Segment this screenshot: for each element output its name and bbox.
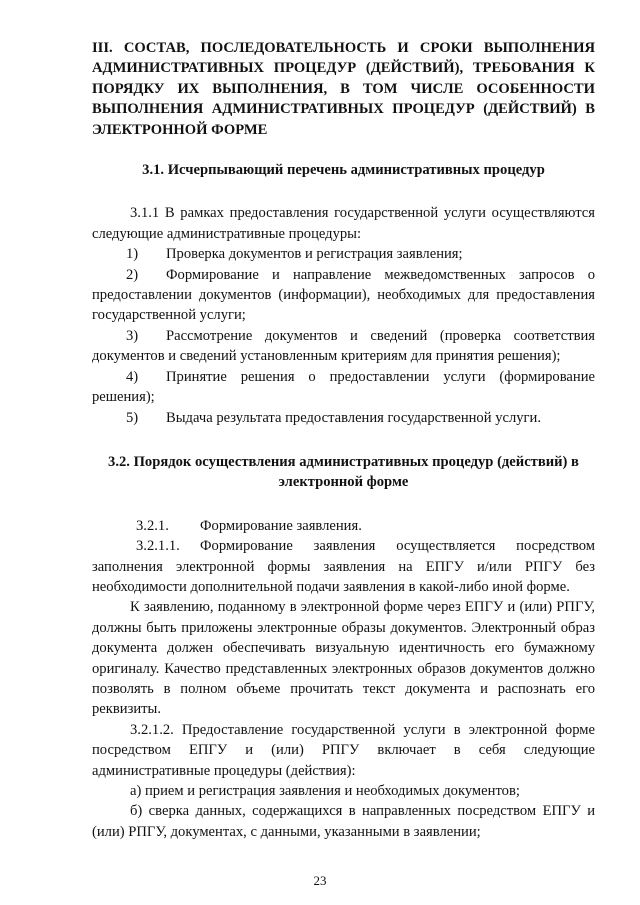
section-heading: III. СОСТАВ, ПОСЛЕДОВАТЕЛЬНОСТЬ И СРОКИ ВЫПОЛНЕНИЯ АДМИНИСТРАТИВНЫХ ПРОЦЕДУР (ДЕЙСТВИЙ), ТРЕБОВАНИЯ К ПОРЯДКУ ИХ ВЫПОЛНЕНИЯ, В ТОМ ЧИСЛЕ ОСОБЕННОСТИ ВЫПОЛНЕНИЯ АДМИНИСТРАТИВНЫХ ПРОЦЕДУР (ДЕЙСТВИЙ) В ЭЛЕКТРОННОЙ ФОРМЕ bbox=[92, 40, 595, 138]
subsection-title-3-2: 3.2. Порядок осуществления административных процедур (действий) в электронной форме bbox=[108, 453, 579, 491]
paragraph-3-2-1-2: 3.2.1.2. Предоставление государственной услуги в электронной форме посредством ЕПГУ и (или) РПГУ включает в себя следующие административные процедуры (действия): bbox=[92, 721, 595, 779]
list-item-1 bbox=[92, 244, 595, 264]
list-item-text: Проверка документов и регистрация заявления; bbox=[166, 246, 463, 263]
list-item-text: Формирование и направление межведомственных запросов о предоставлении документов (информации), необходимых для предоставления государственной услуги; bbox=[92, 266, 595, 324]
list-item-4 bbox=[92, 367, 595, 408]
paragraph-text: Формирование заявления осуществляется посредством заполнения электронной формы заявления на ЕПГУ и/или РПГУ без необходимости дополнительной подачи заявления в какой-либо иной форме. bbox=[92, 538, 595, 595]
paragraph-text: Формирование заявления. bbox=[200, 517, 362, 534]
spacer bbox=[92, 507, 595, 516]
page-number: 23 bbox=[313, 873, 327, 888]
list-item-b: б) сверка данных, содержащихся в направленных посредством ЕПГУ и (или) РПГУ, документах, с данными, указанными в заявлении; bbox=[92, 803, 595, 840]
subsection-title-3-1: 3.1. Исчерпывающий перечень административных процедур bbox=[142, 162, 545, 179]
document-page bbox=[92, 38, 595, 842]
list-item-5 bbox=[92, 408, 595, 428]
list-item-3 bbox=[92, 326, 595, 367]
list-item-text: Выдача результата предоставления государственной услуги. bbox=[166, 409, 541, 426]
paragraph-attachments: К заявлению, поданному в электронной форме через ЕПГУ и (или) РПГУ, должны быть приложены электронные образы документов. Электронный образ документа должен обеспечивать визуальную идентичность его бумажному оригиналу. Качество представленных электронных образов документов должно позволять в полном объеме прочитать текст документа и распознать его реквизиты. bbox=[92, 599, 595, 718]
paragraph-3-2-1-1 bbox=[92, 536, 595, 597]
list-item-number: 1) bbox=[126, 246, 139, 263]
list-item-number: 2) bbox=[126, 266, 139, 283]
spacer bbox=[92, 428, 595, 446]
list-item-number: 3) bbox=[126, 327, 139, 344]
list-item-text: Рассмотрение документов и сведений (проверка соответствия документов и сведений установленным критериям для принятия решения); bbox=[92, 327, 595, 365]
spacer bbox=[92, 194, 595, 203]
list-item-a: а) прием и регистрация заявления и необходимых документов; bbox=[130, 783, 520, 799]
paragraph-number: 3.2.1.1. bbox=[136, 538, 180, 555]
list-item-text: Принятие решения о предоставлении услуги (формирование решения); bbox=[92, 368, 595, 406]
paragraph-number: 3.2.1. bbox=[136, 517, 169, 534]
list-item-2 bbox=[92, 265, 595, 326]
paragraph-3-2-1 bbox=[92, 516, 595, 536]
list-item-number: 4) bbox=[126, 368, 139, 385]
list-item-number: 5) bbox=[126, 409, 139, 426]
paragraph-3-1-1: 3.1.1 В рамках предоставления государственной услуги осуществляются следующие административные процедуры: bbox=[92, 205, 595, 242]
